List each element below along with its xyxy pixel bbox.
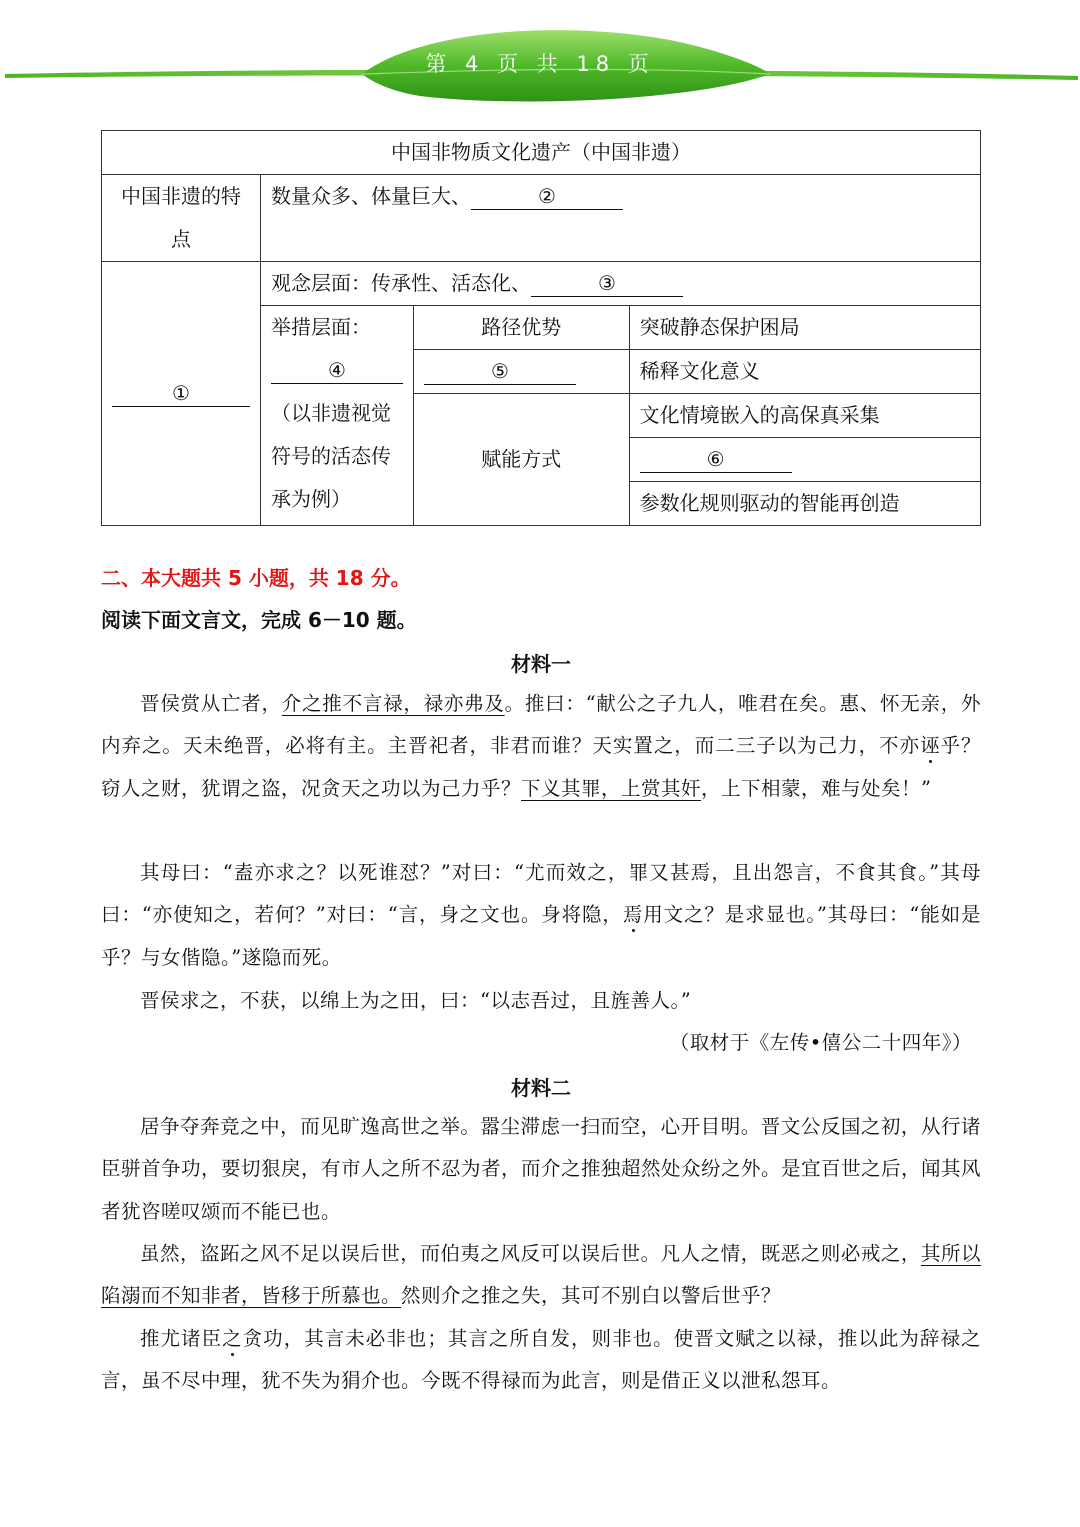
blank-4: ④ xyxy=(271,357,403,384)
m2-p3-a: 推尤诸臣 xyxy=(140,1327,223,1350)
blank-5-cell xyxy=(414,350,630,394)
m2-p2-a: 虽然，盗跖之风不足以误后世，而伯夷之风反可以误后世。凡人之情，既恶之则必戒之， xyxy=(140,1242,921,1265)
features-value xyxy=(261,175,981,262)
blank-6-cell xyxy=(629,438,980,482)
m1-p2-a: 其母曰：“盍亦求之？以死谁怼？”对曰：“尤而效之，罪又甚焉，且出怨言，不食其食。”其母曰：“亦使知之，若何？”对曰：“言，身之文也。身将隐， xyxy=(101,861,981,927)
m1-p1-underlined-1: 介之推不言禄，禄亦弗及 xyxy=(281,692,505,715)
empower-method: 赋能方式 xyxy=(414,394,630,526)
m2-paragraph-1: 居争夺奔竞之中，而见旷逸高世之举。嚣尘滞虑一扫而空，心开目明。晋文公反国之初，从行诸臣骈首争功，要切狠戾，有市人之所不忍为者，而介之推独超然处众纷之外。是宜百世之后，闻其风者犹咨嗟叹颂而不能已也。 xyxy=(101,1115,982,1223)
blank-1-cell xyxy=(102,262,261,526)
m1-paragraph-3: 晋侯求之，不获，以绵上为之田，曰：“以志吾过，且旌善人。” xyxy=(140,989,692,1012)
section-heading: 二、本大题共 5 小题，共 18 分。 xyxy=(101,566,411,590)
m1-p2-dotted: 焉 xyxy=(622,903,644,927)
page-header xyxy=(0,0,1080,110)
instruction: 阅读下面文言文，完成 6－10 题。 xyxy=(101,608,417,632)
m2-p3-dotted: 之 xyxy=(222,1327,243,1350)
features-text: 数量众多、体量巨大、 xyxy=(271,184,471,208)
m1-p1-a: 晋侯赏从亡者， xyxy=(140,692,282,715)
path-row-2: 稀释文化意义 xyxy=(629,350,980,394)
measure-label: 举措层面： xyxy=(271,315,371,339)
blank-2: ② xyxy=(471,183,623,210)
m1-paragraph-1 xyxy=(101,683,981,810)
measure-cell xyxy=(261,306,414,526)
m1-p2-b: 用文之？是求显也。”其母曰：“能如是乎？与女偕隐。”遂隐而死。 xyxy=(101,903,981,969)
blank-6: ⑥ xyxy=(640,446,792,473)
path-row-1: 突破静态保护困局 xyxy=(629,306,980,350)
m1-p1-d: ，上下相蒙，难与处矣！” xyxy=(701,776,932,800)
m2-paragraph-3 xyxy=(101,1318,981,1403)
m1-p1-b: 。推曰：“献公之子九人，唯君在矣。惠、怀无亲，外内弃之。天未绝晋，必将有主。主晋祀者，非君而谁？天实置之，而二三子以为己力，不亦 xyxy=(101,692,981,758)
m2-p2-underlined: 其所以陷溺而不知非者，皆移于所慕也。 xyxy=(101,1242,981,1308)
blank-1: ① xyxy=(112,380,250,407)
source-citation: （取材于《左传•僖公二十四年》） xyxy=(669,1031,972,1054)
blank-3: ③ xyxy=(531,270,683,297)
table-title: 中国非物质文化遗产（中国非遗） xyxy=(102,131,981,175)
path-advantage: 路径优势 xyxy=(414,306,630,350)
m1-p1-underlined-2: 下义其罪，上赏其奸 xyxy=(521,776,702,800)
m1-p1-dotted: 诬 xyxy=(920,734,941,758)
blank-5: ⑤ xyxy=(424,358,576,385)
m2-paragraph-2 xyxy=(101,1233,981,1318)
m2-p3-b: 贪功，其言未必非也；其言之所自发，则非也。使晋文赋之以禄，推以此为辞禄之言，虽不尽中理，犹不失为狷介也。今既不得禄而为此言，则是借正义以泄私怨耳。 xyxy=(101,1327,981,1393)
material-2-title: 材料二 xyxy=(511,1076,571,1100)
empower-row-1: 文化情境嵌入的高保真采集 xyxy=(629,394,980,438)
page-indicator: 第 4 页 共 18 页 xyxy=(425,52,655,76)
m1-paragraph-2 xyxy=(101,852,981,979)
measure-example: （以非遗视觉符号的活态传承为例） xyxy=(271,401,391,511)
m2-p2-b: 然则介之推之失，其可不别白以警后世乎？ xyxy=(401,1284,782,1308)
features-label: 中国非遗的特点 xyxy=(102,175,261,262)
empower-row-3: 参数化规则驱动的智能再创造 xyxy=(629,482,980,526)
m1-p1-c: 乎？窃人之财，犹谓之盗，况贪天之功以为己力乎？ xyxy=(101,734,981,800)
concept-level xyxy=(261,262,981,306)
concept-text: 观念层面：传承性、活态化、 xyxy=(271,271,531,295)
heritage-table xyxy=(101,130,981,526)
material-1-title: 材料一 xyxy=(511,652,571,676)
